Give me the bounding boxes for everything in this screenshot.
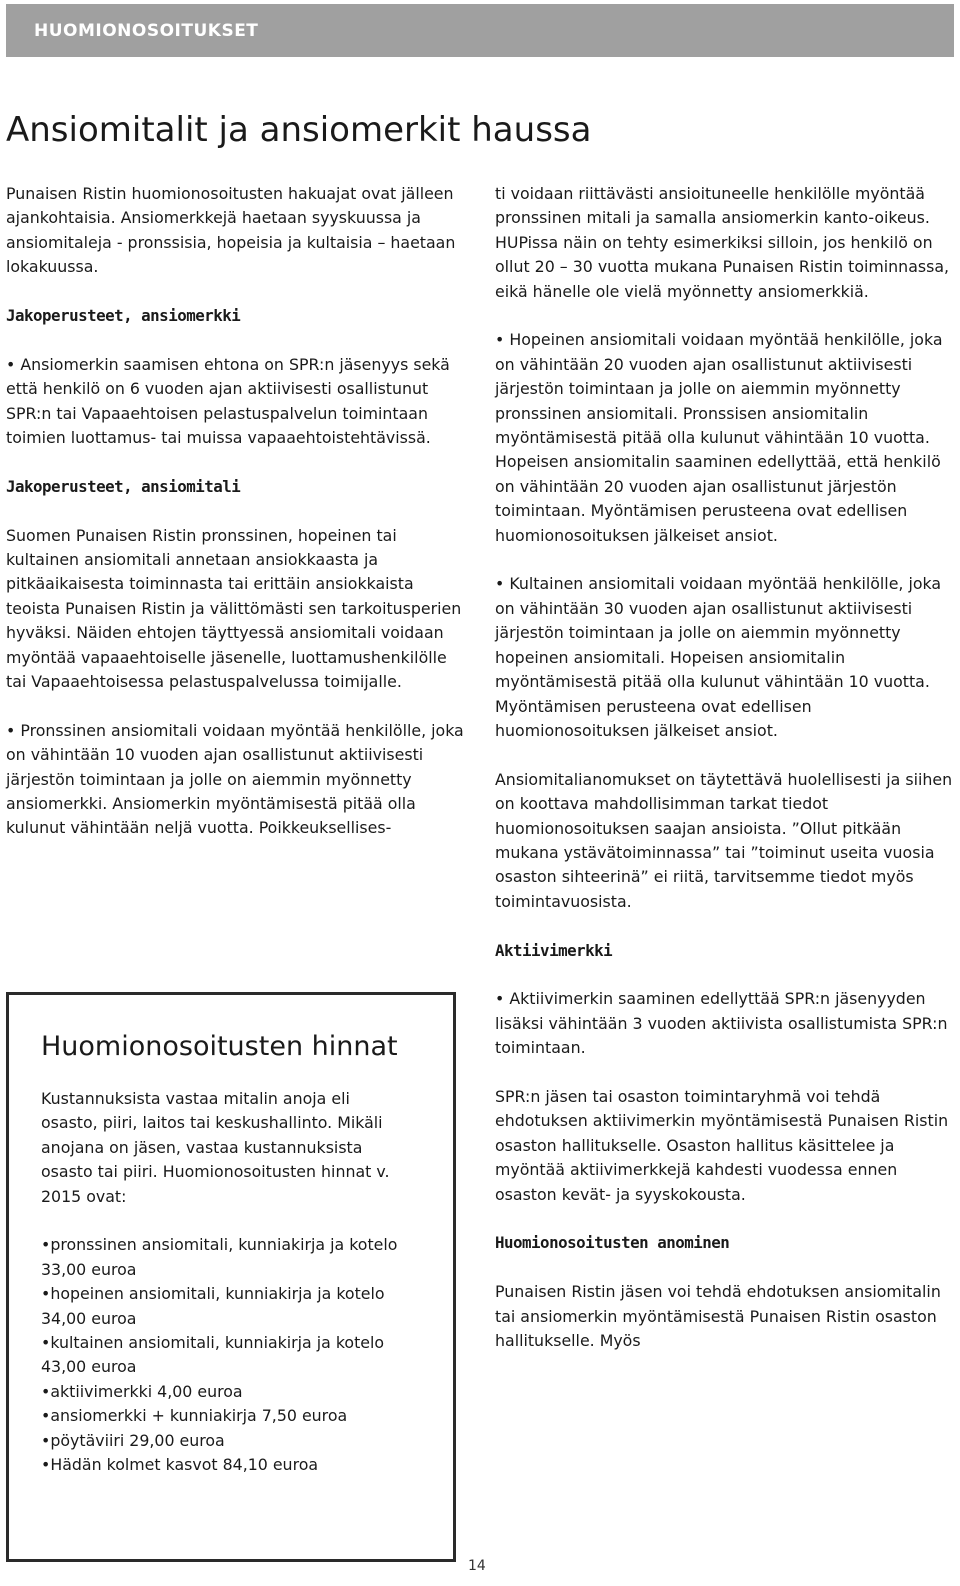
left-column	[6, 182, 468, 841]
prices-box-title: Huomionosoitusten hinnat	[41, 1031, 398, 1062]
page-number: 14	[468, 1558, 486, 1574]
price-item: • Hädän kolmet kasvot 84,10 euroa	[41, 1453, 411, 1477]
price-item: • aktiivimerkki 4,00 euroa	[41, 1380, 411, 1404]
section-header-bar	[6, 4, 954, 57]
pronssi-bullet: • Pronssinen ansiomitali voidaan myöntää henkilölle, joka on vähintään 10 vuoden ajan osallistunut aktiivisesti järjestön toimintaan ja jolle on aiemmin myönnetty ansiomerkki. Ansiomerkin myöntämisestä pitää olla kulunut vähintään neljä vuotta. Poikkeuksellises-	[6, 720, 464, 838]
heading-anominen: Huomionosoitusten anominen	[495, 1233, 730, 1253]
anomukset-paragraph: Ansiomitalianomukset on täytettävä huolellisesti ja siihen on koottava mahdollisimman tarkat tiedot huomionosoituksen saajan ansioista. ”Ollut pitkään mukana ystävätoiminnassa” tai ”toiminut useita vuosia osaston sihteerinä” ei riitä, tarvitsemme tiedot myös toimintavuosista.	[495, 769, 953, 911]
price-item: • kultainen ansiomitali, kunniakirja ja kotelo 43,00 euroa	[41, 1331, 411, 1380]
page-title: Ansiomitalit ja ansiomerkit haussa	[6, 110, 592, 150]
section-header-label: HUOMIONOSOITUKSET	[34, 21, 259, 41]
heading-ansiomitali-criteria: Jakoperusteet, ansiomitali	[6, 476, 241, 496]
prices-box	[6, 992, 456, 1562]
ehdotus-paragraph: SPR:n jäsen tai osaston toimintaryhmä voi tehdä ehdotuksen aktiivimerkin myöntämisestä Punaisen Ristin osaston hallitukselle. Osaston hallitus käsittelee ja myöntää aktiivimerkkejä kahdesti vuodessa ennen osaston kevät- ja syyskokousta.	[495, 1086, 949, 1204]
ansiomerkki-bullet: • Ansiomerkin saamisen ehtona on SPR:n jäsenyys sekä että henkilö on 6 vuoden ajan aktiivisesti osallistunut SPR:n tai Vapaaehtoisen pelastuspalvelun toimintaan toimien luottamus- tai muissa vapaaehtoistehtävissä.	[6, 354, 450, 448]
prices-box-body	[41, 1087, 411, 1477]
prices-list	[41, 1233, 411, 1477]
anominen-paragraph: Punaisen Ristin jäsen voi tehdä ehdotuksen ansiomitalin tai ansiomerkin myöntämisestä Punaisen Ristin osaston hallitukselle. Myös	[495, 1282, 941, 1350]
prices-box-text: Kustannuksista vastaa mitalin anoja eli osasto, piiri, laitos tai keskushallinto. Mikäli anojana on jäsen, vastaa kustannuksista osasto tai piiri. Huomionosoitusten hinnat v. 2015 ovat:	[41, 1089, 390, 1206]
heading-ansiomerkki-criteria: Jakoperusteet, ansiomerkki	[6, 306, 241, 326]
price-item: • ansiomerkki + kunniakirja 7,50 euroa	[41, 1404, 411, 1428]
kulta-bullet: • Kultainen ansiomitali voidaan myöntää henkilölle, joka on vähintään 30 vuoden ajan osallistunut aktiivisesti järjestön toimintaan ja jolle on aiemmin myönnetty hopeinen ansiomitali. Hopeisen ansiomitalin myöntämisestä pitää olla kulunut vähintään 10 vuotta. Myöntämisen perusteena ovat edellisen huomionosoituksen jälkeiset ansiot.	[495, 574, 942, 740]
heading-aktiivimerkki: Aktiivimerkki	[495, 940, 613, 960]
continuation-paragraph: ti voidaan riittävästi ansioituneelle henkilölle myöntää pronssinen mitali ja samalla ansiomerkin kanto-oikeus. HUPissa näin on tehty esimerkiksi silloin, jos henkilö on ollut 20 – 30 vuotta mukana Punaisen Ristin toiminnassa, eikä hänelle ole vielä myönnetty ansiomerkkiä.	[495, 184, 950, 301]
ansiomitali-paragraph: Suomen Punaisen Ristin pronssinen, hopeinen tai kultainen ansiomitali annetaan ansiokkaasta ja pitkäaikaisesta toiminnasta tai erittäin ansiokkaista teoista Punaisen Ristin ja välittömästi sen tarkoitusperien hyväksi. Näiden ehtojen täyttyessä ansiomitali voidaan myöntää vapaaehtoiselle jäsenelle, luottamushenkilölle tai Vapaaehtoisessa pelastuspalvelussa toimijalle.	[6, 525, 462, 692]
intro-paragraph: Punaisen Ristin huomionosoitusten hakuajat ovat jälleen ajankohtaisia. Ansiomerkkejä haetaan syyskuussa ja ansiomitaleja - pronssisia, hopeisia ja kultaisia – haetaan lokakuussa.	[6, 184, 456, 277]
price-item: • pronssinen ansiomitali, kunniakirja ja kotelo 33,00 euroa	[41, 1233, 411, 1282]
price-item: • hopeinen ansiomitali, kunniakirja ja kotelo 34,00 euroa	[41, 1282, 411, 1331]
hopea-bullet: • Hopeinen ansiomitali voidaan myöntää henkilölle, joka on vähintään 20 vuoden ajan osallistunut aktiivisesti järjestön toimintaan ja jolle on aiemmin myönnetty pronssinen ansiomitali. Pronssisen ansiomitalin myöntämisestä pitää olla kulunut vähintään 10 vuotta. Hopeisen ansiomitalin saaminen edellyttää, että henkilö on vähintään 20 vuoden ajan osallistunut järjestön toimintaan. Myöntämisen perusteena ovat edellisen huomionosoituksen jälkeiset ansiot.	[495, 330, 943, 545]
aktiivi-bullet: • Aktiivimerkin saaminen edellyttää SPR:n jäsenyyden lisäksi vähintään 3 vuoden aktiivista osallistumista SPR:n toimintaan.	[495, 989, 948, 1058]
price-item: • pöytäviiri 29,00 euroa	[41, 1429, 411, 1453]
right-column	[495, 182, 957, 1353]
